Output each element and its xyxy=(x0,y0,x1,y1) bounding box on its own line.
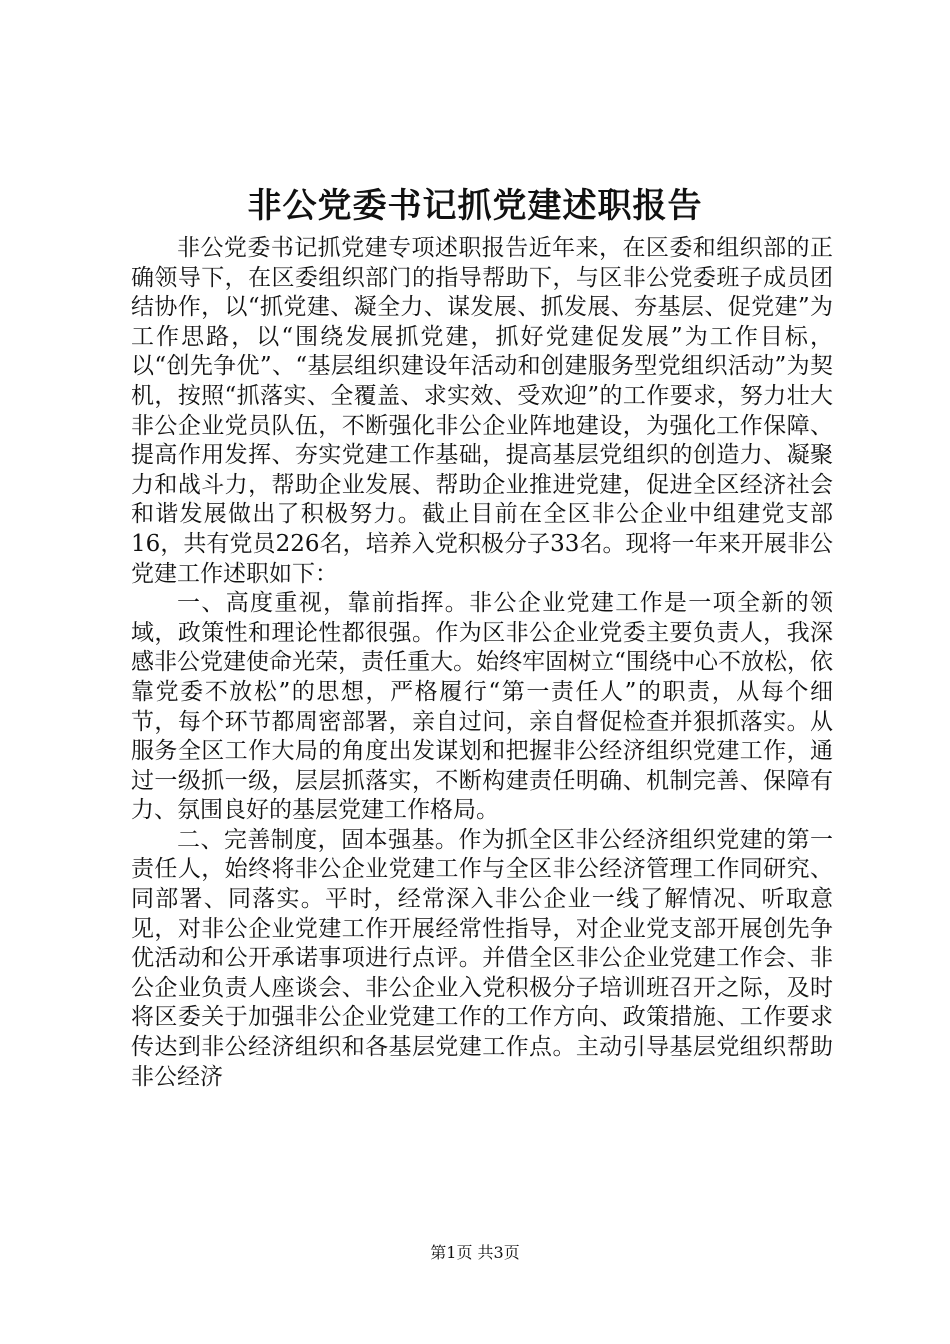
paragraph-section-1: 一、高度重视，靠前指挥。非公企业党建工作是一项全新的领域，政策性和理论性都很强。作为区非公企业党委主要负责人，我深感非公党建使命光荣，责任重大。始终牢固树立“围绕中心不放松，依靠党委不放松”的思想，严格履行“第一责任人”的职责，从每个细节，每个环节都周密部署，亲自过问，亲自督促检查并狠抓落实。从服务全区工作大局的角度出发谋划和把握非公经济组织党建工作，通过一级抓一级，层层抓落实，不断构建责任明确、机制完善、保障有力、氛围良好的基层党建工作格局。 xyxy=(131,590,833,824)
page-footer: 第1页 共3页 xyxy=(430,1243,520,1262)
page-title: 非公党委书记抓党建述职报告 xyxy=(247,186,703,226)
paragraph-intro: 非公党委书记抓党建专项述职报告近年来，在区委和组织部的正确领导下，在区委组织部门的指导帮助下，与区非公党委班子成员团结协作，以“抓党建、凝全力、谋发展、抓发展、夯基层、促党建”为工作思路，以“围绕发展抓党建，抓好党建促发展”为工作目标，以“创先争优”、“基层组织建设年活动和创建服务型党组织活动”为契机，按照“抓落实、全覆盖、求实效、受欢迎”的工作要求，努力壮大非公企业党员队伍，不断强化非公企业阵地建设，为强化工作保障、提高作用发挥、夯实党建工作基础，提高基层党组织的创造力、凝聚力和战斗力，帮助企业发展、帮助企业推进党建，促进全区经济社会和谐发展做出了积极努力。截止目前在全区非公企业中组建党支部16，共有党员226名，培养入党积极分子33名。现将一年来开展非公党建工作述职如下： xyxy=(131,235,833,587)
paragraph-section-2: 二、完善制度，固本强基。作为抓全区非公经济组织党建的第一责任人，始终将非公企业党建工作与全区非公经济管理工作同研究、同部署、同落实。平时，经常深入非公企业一线了解情况、听取意见，对非公企业党建工作开展经常性指导，对企业党支部开展创先争优活动和公开承诺事项进行点评。并借全区非公企业党建工作会、非公企业负责人座谈会、非公企业入党积极分子培训班召开之际，及时将区委关于加强非公企业党建工作的工作方向、政策措施、工作要求传达到非公经济组织和各基层党建工作点。主动引导基层党组织帮助非公经济 xyxy=(131,826,833,1090)
document-body xyxy=(131,234,833,1092)
